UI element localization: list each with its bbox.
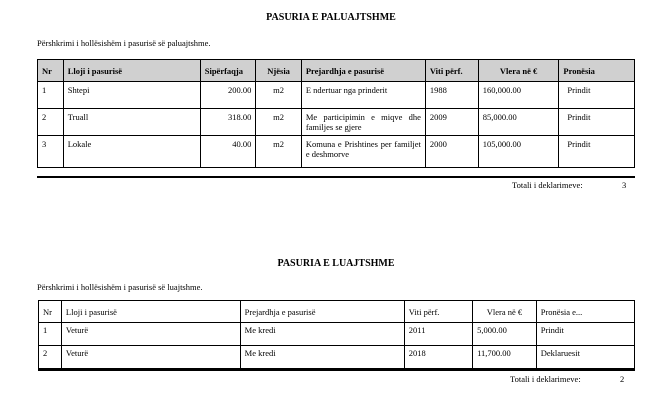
cell-value: 85,000.00	[478, 109, 559, 136]
cell-area: 318.00	[200, 109, 256, 136]
cell-unit: m2	[256, 109, 301, 136]
header-area: Sipërfaqja	[200, 60, 256, 82]
cell-ownership: Prindit	[536, 323, 634, 346]
header-year: Viti përf.	[404, 301, 472, 323]
movable-property-table	[38, 300, 635, 369]
movable-total-label: Totali i deklarimeve:	[510, 374, 581, 384]
table-row	[38, 109, 635, 136]
header-origin: Prejardhja e pasurisë	[240, 301, 404, 323]
immovable-property-table	[37, 59, 635, 168]
cell-value: 105,000.00	[478, 136, 559, 168]
header-value: Vlera në €	[473, 301, 537, 323]
header-year: Viti përf.	[425, 60, 478, 82]
table-header-row	[39, 301, 635, 323]
cell-origin: Me kredi	[240, 346, 404, 369]
immovable-property-title: PASURIA E PALUAJTSHME	[266, 12, 396, 23]
cell-year: 2018	[404, 346, 472, 369]
cell-value: 160,000.00	[478, 82, 559, 109]
movable-property-title: PASURIA E LUAJTSHME	[277, 258, 395, 269]
cell-origin: Me kredi	[240, 323, 404, 346]
cell-value: 5,000.00	[473, 323, 537, 346]
header-nr: Nr	[38, 60, 64, 82]
header-property-type: Lloji i pasurisë	[61, 301, 240, 323]
cell-ownership: Prindit	[559, 136, 635, 168]
cell-area: 200.00	[200, 82, 256, 109]
cell-year: 2000	[425, 136, 478, 168]
cell-year: 2011	[404, 323, 472, 346]
cell-ownership: Prindit	[559, 82, 635, 109]
cell-origin: E ndertuar nga prinderit	[301, 82, 425, 109]
cell-nr: 3	[38, 136, 64, 168]
cell-property-type: Veturë	[61, 346, 240, 369]
table-bottom-rule	[37, 176, 635, 178]
cell-unit: m2	[256, 82, 301, 109]
immovable-total-label: Totali i deklarimeve:	[512, 180, 583, 190]
cell-ownership: Deklaruesit	[536, 346, 634, 369]
movable-total-count: 2	[620, 374, 625, 384]
cell-origin: Me participimin e miqve dhe familjes se gjere	[301, 109, 425, 136]
cell-property-type: Veturë	[61, 323, 240, 346]
header-unit: Njësia	[256, 60, 301, 82]
immovable-total-count: 3	[622, 180, 627, 190]
cell-nr: 2	[39, 346, 62, 369]
header-nr: Nr	[39, 301, 62, 323]
cell-unit: m2	[256, 136, 301, 168]
cell-nr: 1	[38, 82, 64, 109]
table-row	[39, 323, 635, 346]
table-header-row	[38, 60, 635, 82]
table-row	[38, 82, 635, 109]
cell-property-type: Shtepi	[63, 82, 200, 109]
movable-property-description: Përshkrimi i hollësishëm i pasurisë së luajtshme.	[37, 282, 203, 292]
cell-property-type: Truall	[63, 109, 200, 136]
cell-year: 1988	[425, 82, 478, 109]
cell-year: 2009	[425, 109, 478, 136]
table-row	[38, 136, 635, 168]
cell-area: 40.00	[200, 136, 256, 168]
cell-origin: Komuna e Prishtines per familjet e deshmorve	[301, 136, 425, 168]
header-property-type: Lloji i pasurisë	[63, 60, 200, 82]
header-ownership: Pronësia e...	[536, 301, 634, 323]
cell-ownership: Prindit	[559, 109, 635, 136]
table-bottom-rule	[38, 369, 635, 371]
cell-property-type: Lokale	[63, 136, 200, 168]
header-value: Vlera në €	[478, 60, 559, 82]
header-ownership: Pronësia	[559, 60, 635, 82]
header-origin: Prejardhja e pasurisë	[301, 60, 425, 82]
cell-value: 11,700.00	[473, 346, 537, 369]
cell-nr: 2	[38, 109, 64, 136]
immovable-property-description: Përshkrimi i hollësishëm i pasurisë së paluajtshme.	[37, 38, 211, 48]
cell-nr: 1	[39, 323, 62, 346]
table-row	[39, 346, 635, 369]
